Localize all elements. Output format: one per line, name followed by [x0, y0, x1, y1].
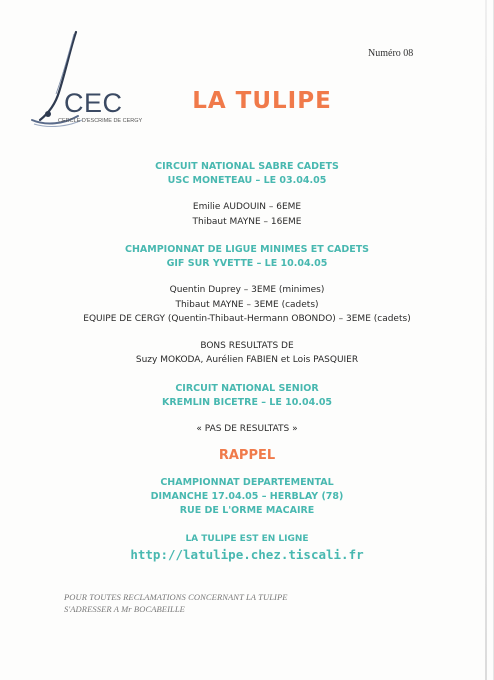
rappel-line: DIMANCHE 17.04.05 – HERBLAY (78)	[150, 491, 344, 502]
result-line: Quentin Duprey – 3EME (minimes)	[169, 285, 325, 295]
issue-number: Numéro 08	[368, 48, 414, 59]
section-heading-line: KREMLIN BICETRE – LE 10.04.05	[161, 396, 333, 408]
result-line: Thibaut MAYNE – 16EME	[192, 216, 302, 227]
rappel-details	[0, 476, 494, 518]
section-championnat-ligue	[0, 243, 494, 327]
result-line: EQUIPE DE CERGY (Quentin-Thibaut-Hermann OBONDO) – 3EME (cadets)	[83, 314, 411, 324]
result-line: Emilie AUDOUIN – 6EME	[192, 202, 302, 212]
section-bons-resultats	[0, 339, 494, 368]
section-heading-line: USC MONETEAU – LE 03.04.05	[167, 175, 327, 186]
footer-note	[64, 591, 288, 615]
logo-subtitle: CERCLE D'ESCRIME DE CERGY	[58, 118, 143, 124]
section-heading-line: CHAMPIONNAT DE LIGUE MINIMES ET CADETS	[124, 244, 370, 255]
club-logo	[26, 30, 143, 130]
section-heading-line: GIF SUR YVETTE – LE 10.04.05	[166, 258, 328, 269]
logo-acronym: CEC	[64, 88, 123, 118]
newsletter-body	[0, 160, 494, 564]
result-line: « PAS DE RESULTATS »	[196, 423, 298, 434]
rappel-heading: RAPPEL	[218, 448, 276, 463]
result-line: Thibaut MAYNE – 3EME (cadets)	[175, 299, 319, 310]
newsletter-title: LA TULIPE	[192, 88, 332, 114]
section-heading-line: CIRCUIT NATIONAL SENIOR	[175, 382, 319, 394]
footer-line: S'ADRESSER A Mr BOCABEILLE	[64, 604, 185, 614]
rappel-line: RUE DE L'ORME MACAIRE	[179, 505, 315, 516]
online-label: LA TULIPE EST EN LIGNE	[185, 534, 309, 544]
section-circuit-sabre-cadets	[0, 160, 494, 229]
section-heading-line: CIRCUIT NATIONAL SABRE CADETS	[155, 161, 339, 172]
footer-line: POUR TOUTES RECLAMATIONS CONCERNANT LA TULIPE	[64, 592, 288, 602]
website-link[interactable]: http://latulipe.chez.tiscali.fr	[130, 547, 364, 562]
result-line: Suzy MOKODA, Aurélien FABIEN et Lois PASQUIER	[135, 355, 359, 365]
rappel-line: CHAMPIONNAT DEPARTEMENTAL	[160, 477, 334, 488]
section-circuit-senior	[0, 382, 494, 437]
result-line: BONS RESULTATS DE	[200, 340, 294, 351]
